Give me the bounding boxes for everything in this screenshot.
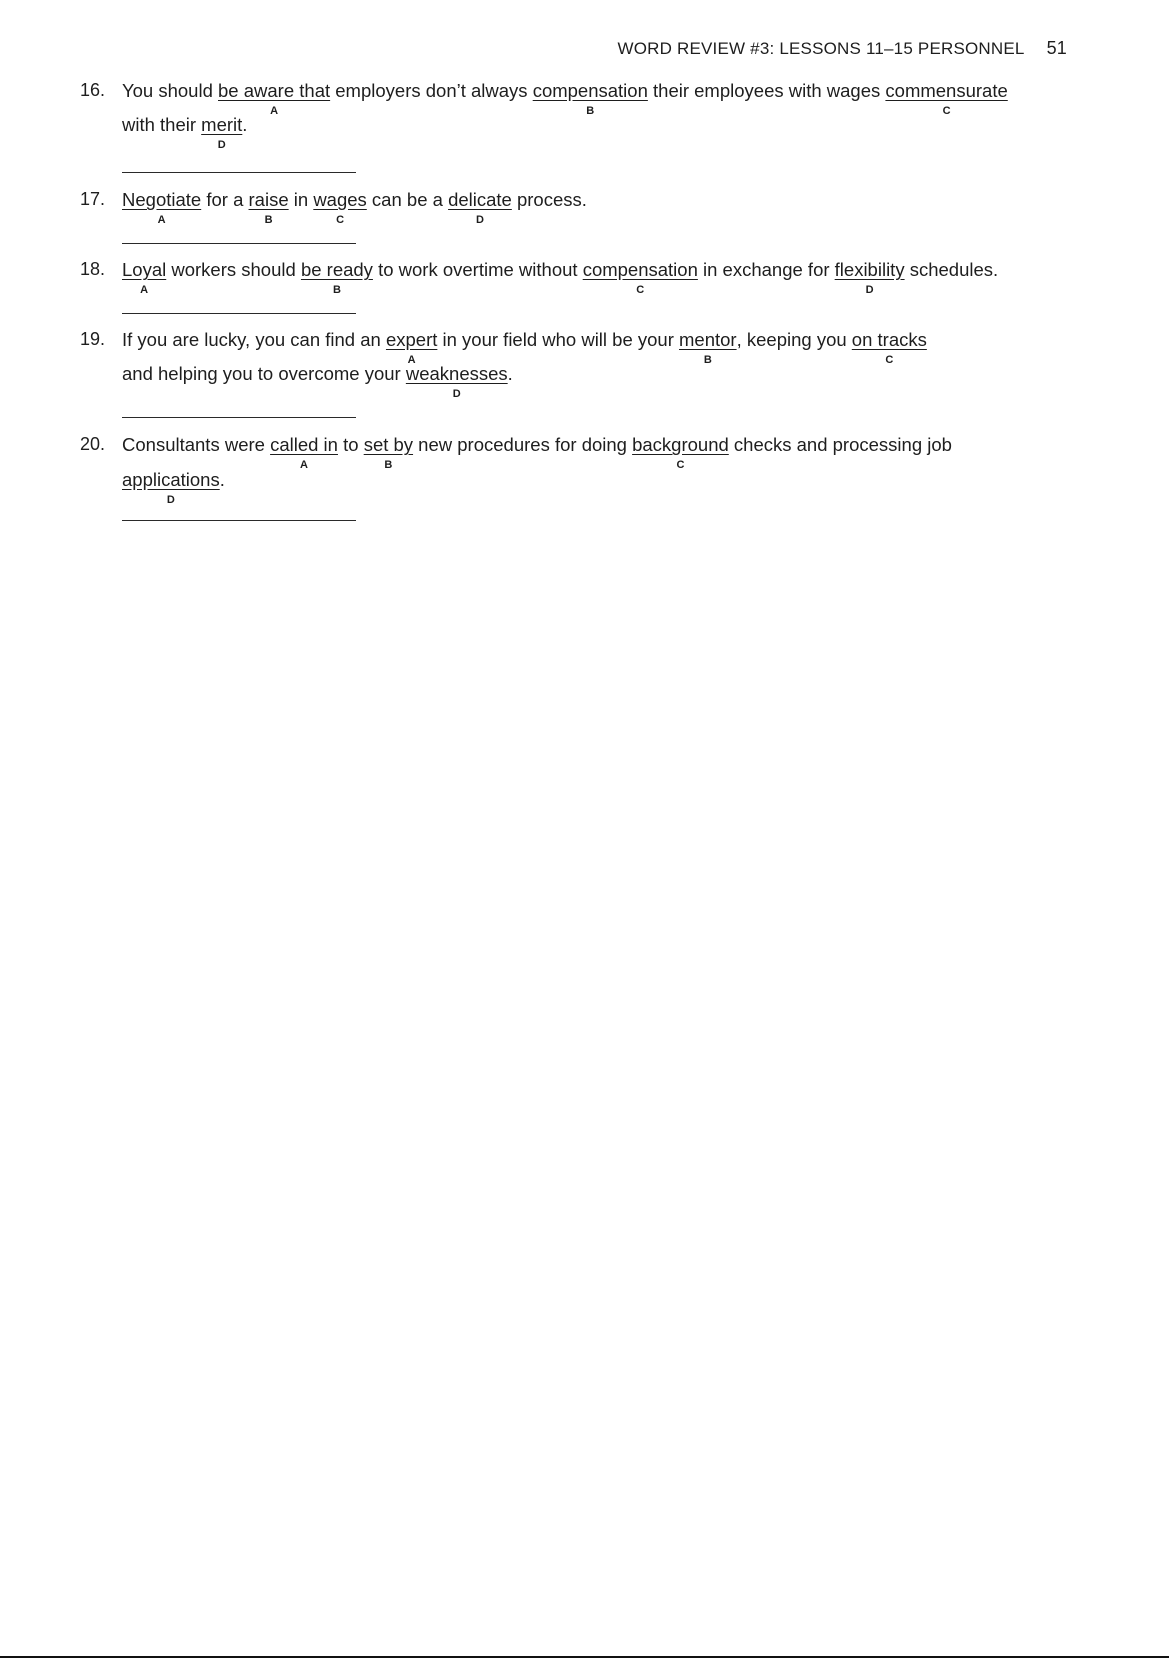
option-text: compensation — [532, 80, 648, 101]
option-text: Loyal — [122, 259, 167, 280]
option-text: weaknesses — [405, 363, 508, 384]
question-number: 20. — [80, 434, 106, 454]
answer-blank[interactable] — [122, 520, 356, 521]
question-text-line — [122, 363, 513, 400]
option-letter: C — [885, 354, 894, 366]
option-text: commensurate — [885, 80, 1008, 101]
option-letter: A — [270, 105, 279, 117]
option-letter: C — [336, 214, 345, 226]
underlined-option-a — [218, 80, 331, 117]
option-letter: D — [452, 388, 461, 400]
underlined-option-d — [834, 259, 905, 296]
sentence-text: employers don’t always — [330, 80, 533, 101]
question-text-line — [122, 114, 248, 151]
option-letter: D — [865, 284, 874, 296]
option-letter: A — [300, 459, 308, 471]
underlined-option-c — [632, 434, 729, 471]
option-letter: C — [942, 105, 951, 117]
page-bottom-edge — [0, 1656, 1169, 1658]
option-letter: B — [264, 214, 273, 226]
underlined-option-a — [122, 259, 167, 296]
underlined-option-c — [885, 80, 1008, 117]
question-number: 16. — [80, 80, 106, 100]
option-letter: A — [157, 214, 166, 226]
option-text: delicate — [448, 189, 512, 210]
option-text: be ready — [300, 259, 373, 280]
underlined-option-d — [448, 189, 512, 226]
option-letter: C — [676, 459, 685, 471]
sentence-text: . — [242, 114, 248, 135]
question-number: 18. — [80, 259, 106, 279]
underlined-option-a — [122, 189, 202, 226]
option-text: called in — [270, 434, 338, 455]
underlined-option-d — [122, 469, 220, 506]
sentence-text: If you are lucky, you can find an — [122, 329, 386, 350]
option-text: background — [632, 434, 729, 455]
option-text: set by — [363, 434, 414, 455]
option-letter: D — [217, 139, 226, 151]
question-text-line — [122, 80, 1008, 117]
question-text-line — [122, 329, 927, 366]
underlined-option-c — [313, 189, 367, 226]
option-text: expert — [385, 329, 438, 350]
sentence-text: . — [219, 469, 225, 490]
sentence-text: Consultants were — [122, 434, 271, 455]
option-letter: C — [636, 284, 645, 296]
sentence-text: , keeping you — [736, 329, 852, 350]
question-text-line — [122, 434, 952, 471]
option-text: on tracks — [851, 329, 927, 350]
question-number: 17. — [80, 189, 106, 209]
option-text: be aware that — [218, 80, 331, 101]
sentence-text: and helping you to overcome your — [122, 363, 406, 384]
option-letter: B — [332, 284, 341, 296]
sentence-text: in — [288, 189, 314, 210]
option-text: merit — [201, 114, 243, 135]
sentence-text: checks and processing job — [728, 434, 952, 455]
underlined-option-b — [679, 329, 737, 366]
sentence-text: process. — [511, 189, 587, 210]
page-number: 51 — [1046, 38, 1067, 58]
option-letter: A — [140, 284, 149, 296]
sentence-text: to work overtime without — [372, 259, 583, 280]
sentence-text: can be a — [366, 189, 449, 210]
underlined-option-c — [582, 259, 698, 296]
underlined-option-b — [532, 80, 648, 117]
option-text: compensation — [582, 259, 698, 280]
underlined-option-b — [300, 259, 373, 296]
underlined-option-a — [270, 434, 338, 471]
option-letter: D — [475, 214, 484, 226]
underlined-option-c — [851, 329, 927, 366]
sentence-text: for a — [201, 189, 249, 210]
sentence-text: in your field who will be your — [437, 329, 680, 350]
sentence-text: in exchange for — [697, 259, 835, 280]
sentence-text: to — [337, 434, 364, 455]
option-text: raise — [248, 189, 289, 210]
option-letter: B — [703, 354, 712, 366]
underlined-option-d — [405, 363, 508, 400]
answer-blank[interactable] — [122, 313, 356, 314]
sentence-text: . — [507, 363, 513, 384]
running-header — [617, 38, 1067, 59]
sentence-text: new procedures for doing — [413, 434, 633, 455]
question-text-line — [122, 189, 587, 226]
sentence-text: workers should — [166, 259, 301, 280]
question-text-line — [122, 469, 225, 506]
underlined-option-d — [201, 114, 243, 151]
option-text: mentor — [679, 329, 737, 350]
sentence-text: with their — [122, 114, 202, 135]
header-title: WORD REVIEW #3: LESSONS 11–15 PERSONNEL — [617, 39, 1025, 58]
question-text-line — [122, 259, 999, 296]
underlined-option-b — [363, 434, 414, 471]
answer-blank[interactable] — [122, 243, 356, 244]
option-letter: D — [166, 494, 175, 506]
question-number: 19. — [80, 329, 106, 349]
underlined-option-a — [385, 329, 438, 366]
option-text: Negotiate — [122, 189, 202, 210]
option-text: flexibility — [834, 259, 905, 280]
underlined-option-b — [248, 189, 289, 226]
option-text: applications — [122, 469, 220, 490]
sentence-text: schedules. — [904, 259, 999, 280]
sentence-text: You should — [122, 80, 219, 101]
option-letter: A — [407, 354, 416, 366]
option-text: wages — [313, 189, 367, 210]
sentence-text: their employees with wages — [647, 80, 886, 101]
option-letter: B — [384, 459, 393, 471]
option-letter: B — [586, 105, 595, 117]
answer-blank[interactable] — [122, 417, 356, 418]
answer-blank[interactable] — [122, 172, 356, 173]
